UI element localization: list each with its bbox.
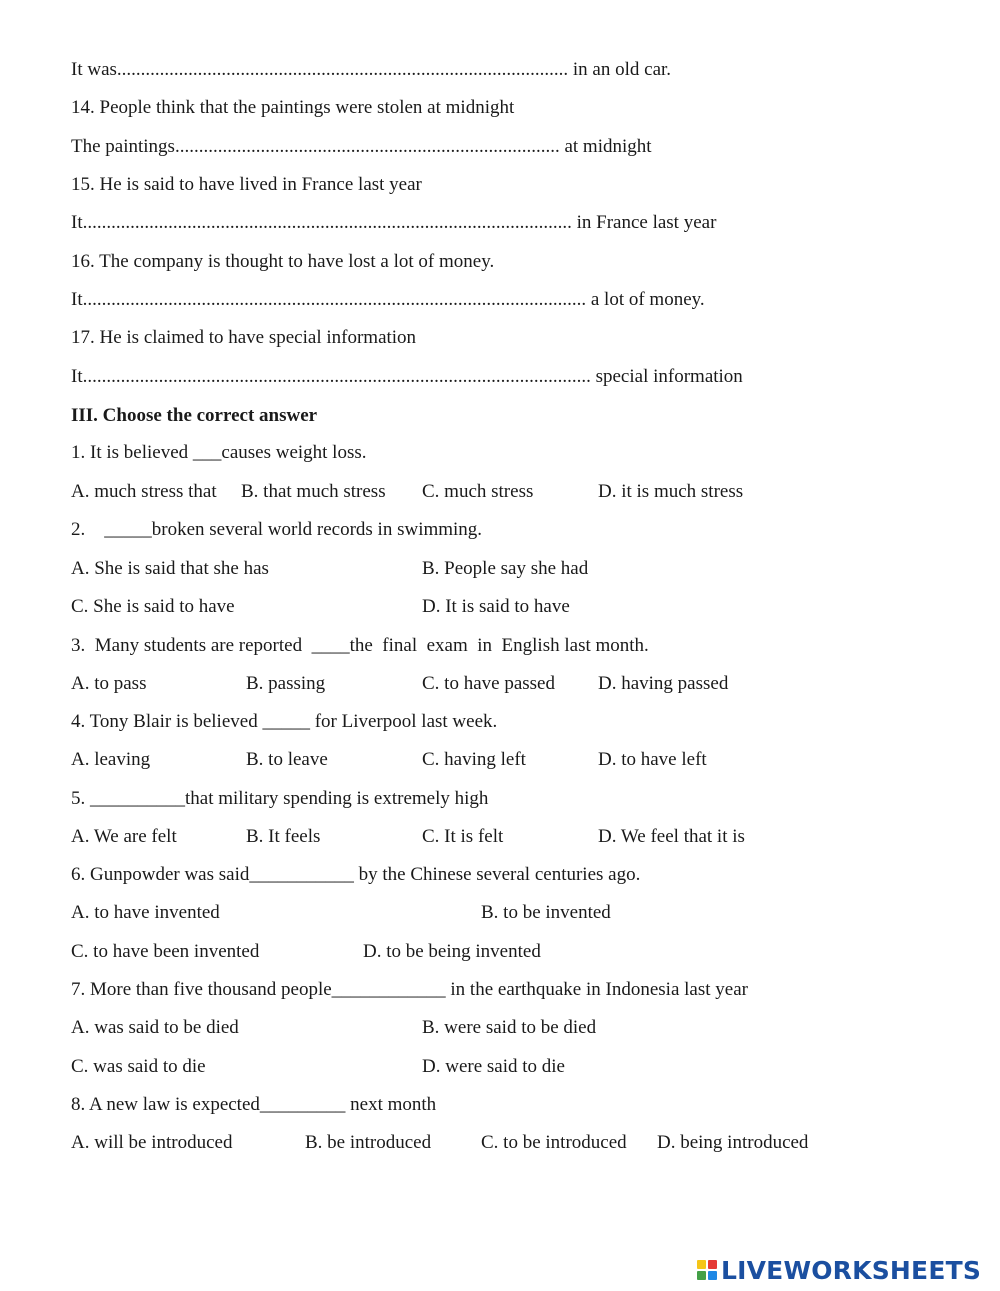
option-1b[interactable]: B. that much stress: [241, 481, 386, 502]
option-4a[interactable]: A. leaving: [71, 749, 151, 770]
question-2: 2. _____broken several world records in swimming.: [71, 519, 483, 540]
option-5a[interactable]: A. We are felt: [71, 826, 177, 847]
transform-question: 14. People think that the paintings were stolen at midnight: [71, 97, 515, 118]
option-4d[interactable]: D. to have left: [598, 749, 707, 770]
option-6a[interactable]: A. to have invented: [71, 902, 220, 923]
section-heading: III. Choose the correct answer: [71, 405, 318, 426]
option-3a[interactable]: A. to pass: [71, 673, 147, 694]
option-7d[interactable]: D. were said to die: [422, 1056, 565, 1077]
option-2b[interactable]: B. People say she had: [422, 558, 589, 579]
option-3b[interactable]: B. passing: [246, 673, 326, 694]
option-7c[interactable]: C. was said to die: [71, 1056, 206, 1077]
option-5c[interactable]: C. It is felt: [422, 826, 504, 847]
option-7b[interactable]: B. were said to be died: [422, 1017, 597, 1038]
transform-line: It........................................................................................................... special information: [71, 366, 743, 387]
option-6b[interactable]: B. to be invented: [481, 902, 611, 923]
logo-square-green: [697, 1271, 706, 1280]
option-1a[interactable]: A. much stress that: [71, 481, 217, 502]
transform-line: It....................................................................................................... in France last year: [71, 212, 717, 233]
liveworksheets-logo: [697, 1255, 981, 1285]
option-5b[interactable]: B. It feels: [246, 826, 321, 847]
option-7a[interactable]: A. was said to be died: [71, 1017, 239, 1038]
transform-question: 15. He is said to have lived in France last year: [71, 174, 422, 195]
logo-text: LIVEWORKSHEETS: [721, 1255, 982, 1285]
transform-question: 17. He is claimed to have special information: [71, 327, 417, 348]
option-8d[interactable]: D. being introduced: [657, 1132, 809, 1153]
option-6d[interactable]: D. to be being invented: [363, 941, 541, 962]
logo-square-blue: [708, 1271, 717, 1280]
option-2c[interactable]: C. She is said to have: [71, 596, 235, 617]
question-8: 8. A new law is expected_________ next month: [71, 1094, 437, 1115]
transform-line: The paintings................................................................................. at midnight: [71, 136, 652, 157]
question-7: 7. More than five thousand people____________ in the earthquake in Indonesia last year: [71, 979, 748, 1000]
question-5: 5. __________that military spending is extremely high: [71, 788, 489, 809]
option-4b[interactable]: B. to leave: [246, 749, 328, 770]
option-2d[interactable]: D. It is said to have: [422, 596, 570, 617]
question-3: 3. Many students are reported ____the final exam in English last month.: [71, 635, 649, 656]
transform-line: It.......................................................................................................... a lot of money.: [71, 289, 705, 310]
question-1: 1. It is believed ___causes weight loss.: [71, 442, 367, 463]
option-3d[interactable]: D. having passed: [598, 673, 729, 694]
option-8b[interactable]: B. be introduced: [305, 1132, 432, 1153]
option-1c[interactable]: C. much stress: [422, 481, 534, 502]
option-8c[interactable]: C. to be introduced: [481, 1132, 627, 1153]
option-8a[interactable]: A. will be introduced: [71, 1132, 233, 1153]
question-4: 4. Tony Blair is believed _____ for Liverpool last week.: [71, 711, 498, 732]
logo-grid-icon: [697, 1260, 717, 1280]
option-4c[interactable]: C. having left: [422, 749, 526, 770]
option-5d[interactable]: D. We feel that it is: [598, 826, 745, 847]
logo-square-red: [708, 1260, 717, 1269]
option-1d[interactable]: D. it is much stress: [598, 481, 744, 502]
question-6: 6. Gunpowder was said___________ by the Chinese several centuries ago.: [71, 864, 641, 885]
transform-line: It was............................................................................................... in an old car.: [71, 59, 672, 80]
transform-question: 16. The company is thought to have lost a lot of money.: [71, 251, 495, 272]
option-3c[interactable]: C. to have passed: [422, 673, 555, 694]
option-6c[interactable]: C. to have been invented: [71, 941, 260, 962]
logo-square-yellow: [697, 1260, 706, 1269]
option-2a[interactable]: A. She is said that she has: [71, 558, 269, 579]
